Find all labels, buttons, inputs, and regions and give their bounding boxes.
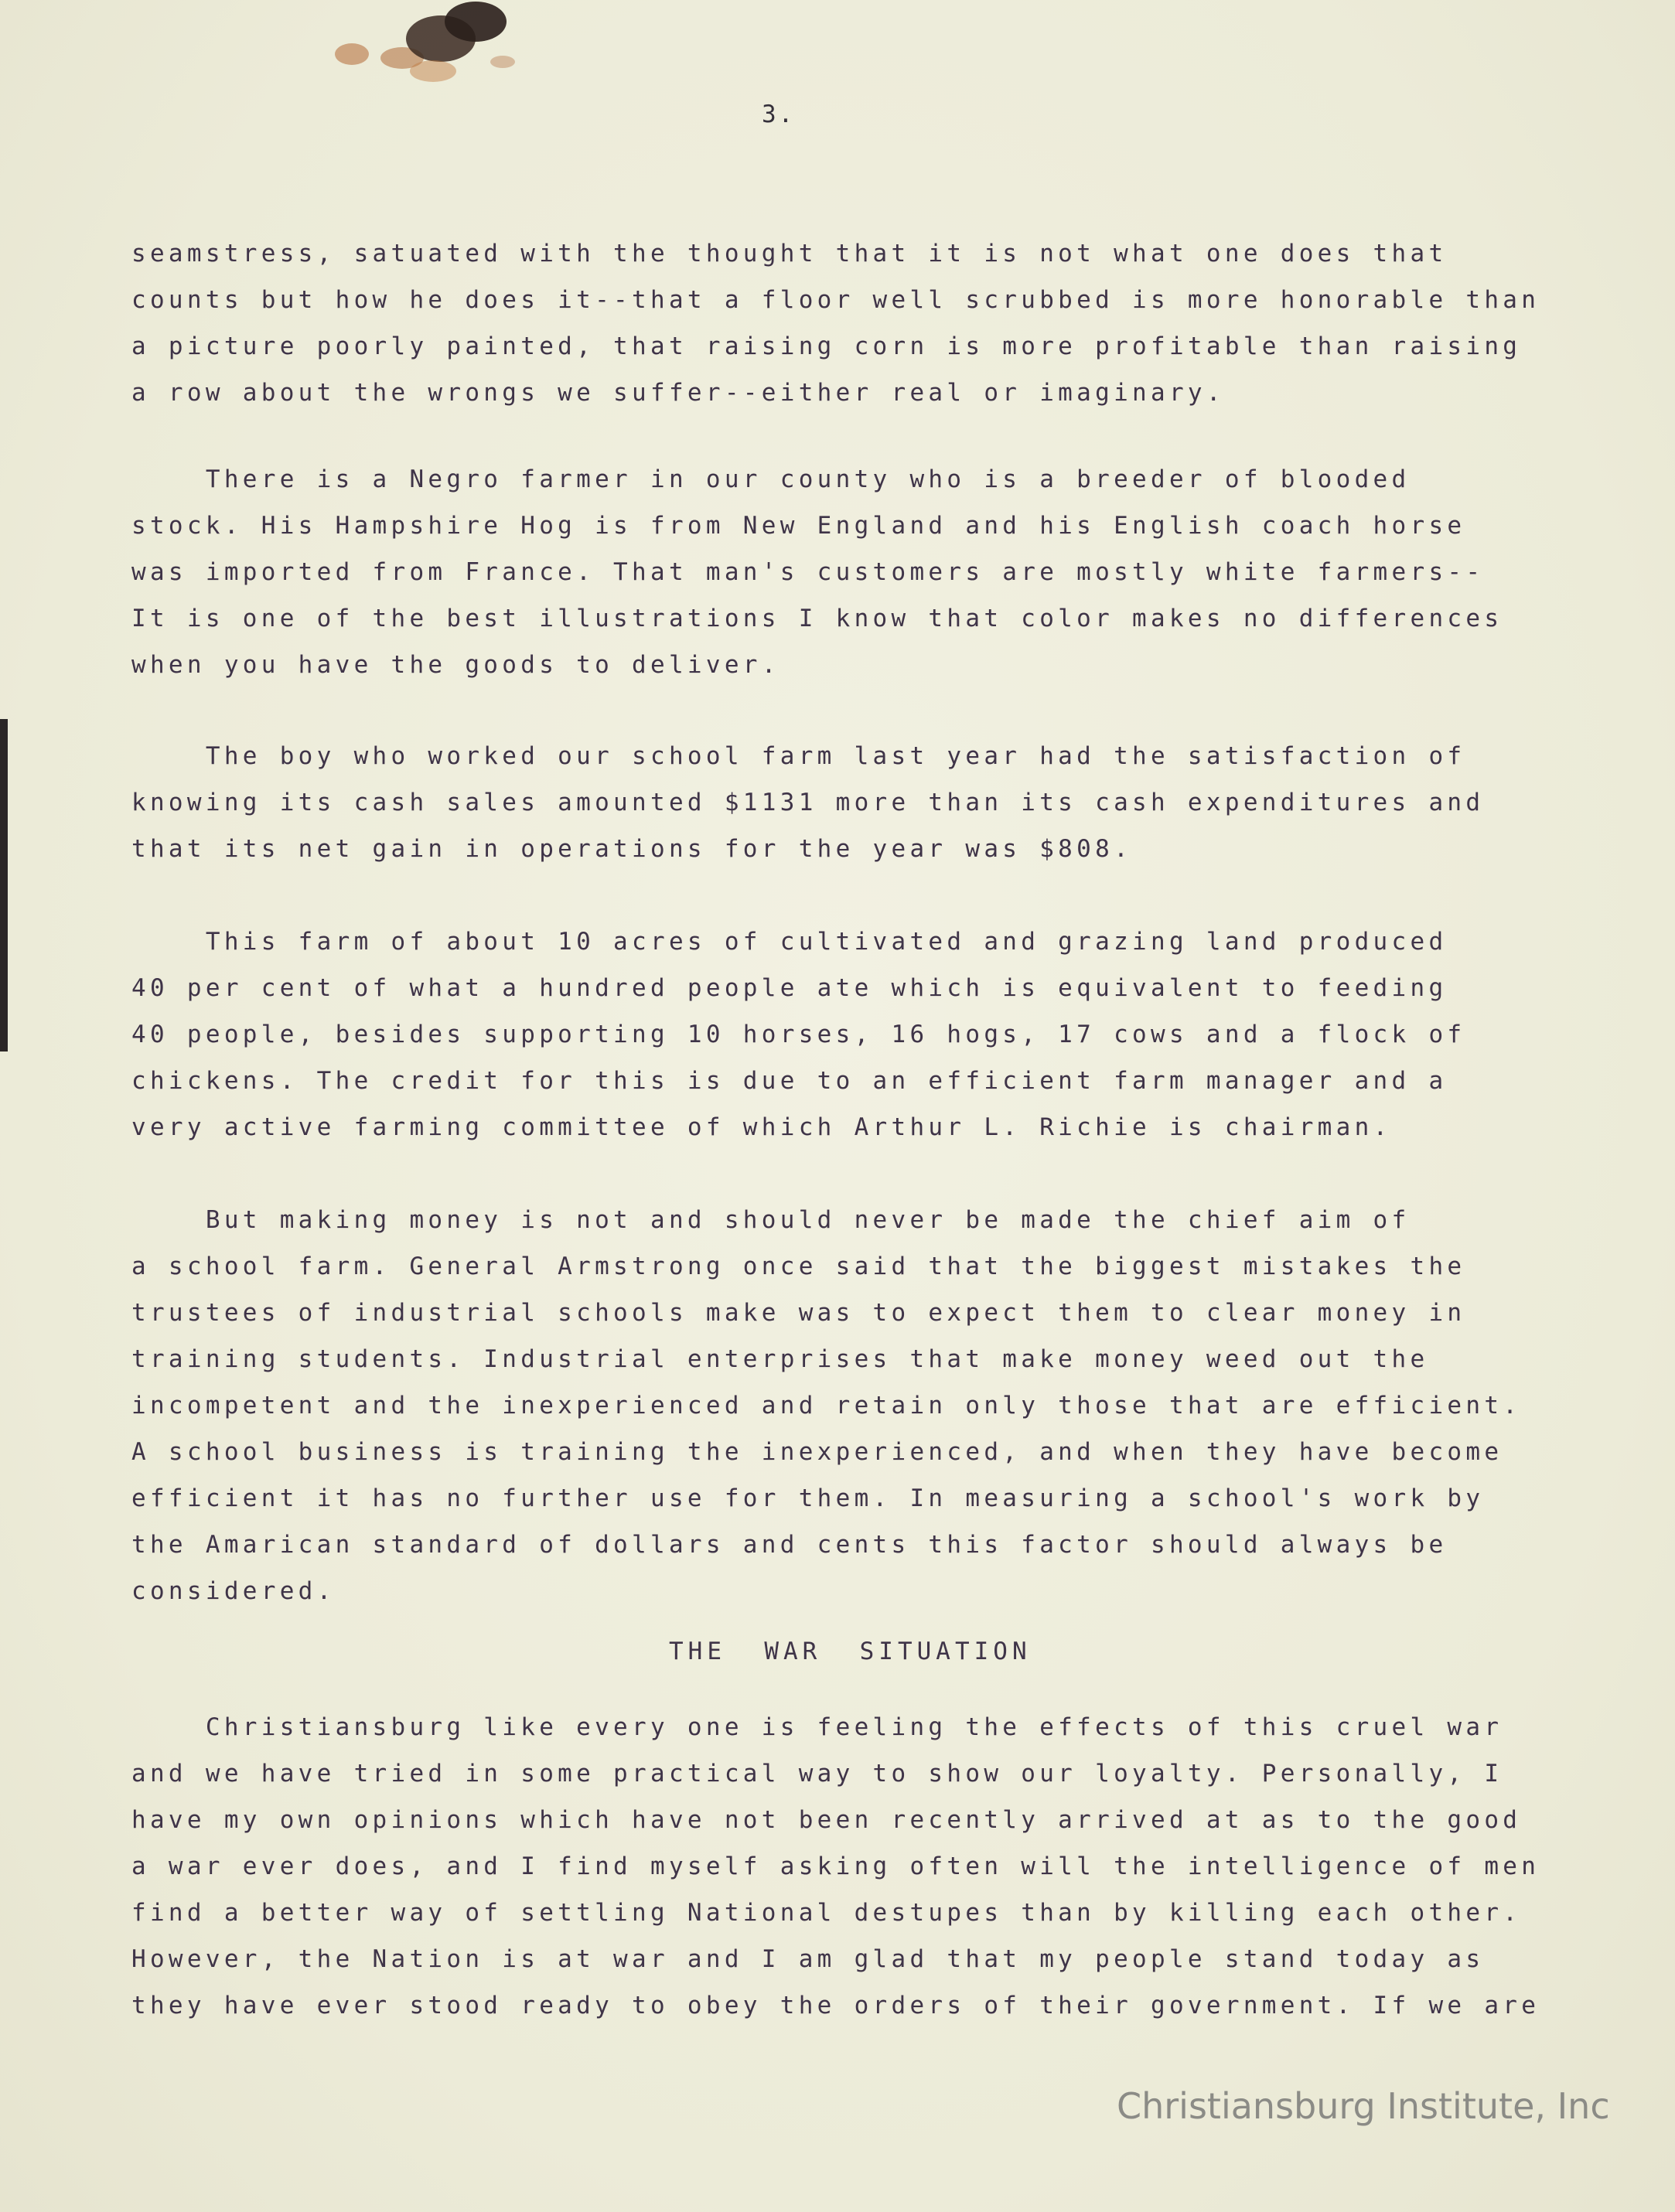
- text-line: a school farm. General Armstrong once said that the biggest mistakes the: [131, 1253, 1466, 1280]
- text-line: 40 people, besides supporting 10 horses, 16 hogs, 17 cows and a flock of: [131, 1021, 1466, 1048]
- text-line: a war ever does, and I find myself asking often will the intelligence of men: [131, 1852, 1540, 1880]
- paragraph-3: [131, 733, 1578, 872]
- text-line: very active farming committee of which Arthur L. Richie is chairman.: [131, 1113, 1392, 1141]
- text-line: that its net gain in operations for the year was $808.: [131, 835, 1133, 863]
- text-line: The boy who worked our school farm last year had the satisfaction of: [131, 742, 1466, 770]
- text-line: training students. Industrial enterprises that make money weed out the: [131, 1345, 1429, 1373]
- watermark: Christiansburg Institute, Inc: [1117, 2085, 1610, 2127]
- text-line: stock. His Hampshire Hog is from New England and his English coach horse: [131, 512, 1466, 540]
- text-line: knowing its cash sales amounted $1131 more than its cash expenditures and: [131, 789, 1485, 816]
- text-line: find a better way of settling National destupes than by killing each other.: [131, 1899, 1522, 1927]
- text-line: the Amarican standard of dollars and cents this factor should always be: [131, 1531, 1448, 1559]
- text-line: chickens. The credit for this is due to an efficient farm manager and a: [131, 1067, 1448, 1095]
- section-heading: THE WAR SITUATION: [669, 1638, 1032, 1665]
- paragraph-4: [131, 919, 1578, 1150]
- text-line: a picture poorly painted, that raising corn is more profitable than raising: [131, 332, 1522, 360]
- text-line: 40 per cent of what a hundred people ate which is equivalent to feeding: [131, 974, 1448, 1002]
- text-line: counts but how he does it--that a floor well scrubbed is more honorable than: [131, 286, 1540, 314]
- paragraph-6: [131, 1704, 1578, 2029]
- text-line: Christiansburg like every one is feeling the effects of this cruel war: [131, 1713, 1503, 1741]
- scan-edge-mark: [0, 719, 8, 1051]
- paragraph-1: [131, 230, 1578, 416]
- text-line: This farm of about 10 acres of cultivated and grazing land produced: [131, 928, 1448, 956]
- text-line: when you have the goods to deliver.: [131, 651, 780, 679]
- text-line: considered.: [131, 1577, 336, 1605]
- text-line: a row about the wrongs we suffer--either real or imaginary.: [131, 379, 1225, 407]
- text-line: But making money is not and should never be made the chief aim of: [131, 1206, 1411, 1234]
- text-line: incompetent and the inexperienced and retain only those that are efficient.: [131, 1392, 1522, 1420]
- text-line: A school business is training the inexperienced, and when they have become: [131, 1438, 1503, 1466]
- text-line: However, the Nation is at war and I am glad that my people stand today as: [131, 1945, 1485, 1973]
- text-line: It is one of the best illustrations I know that color makes no differences: [131, 605, 1503, 632]
- rust-stain: [325, 0, 534, 108]
- text-line: have my own opinions which have not been recently arrived at as to the good: [131, 1806, 1522, 1834]
- text-line: and we have tried in some practical way to show our loyalty. Personally, I: [131, 1760, 1503, 1788]
- text-line: trustees of industrial schools make was to expect them to clear money in: [131, 1299, 1466, 1327]
- text-line: seamstress, satuated with the thought that it is not what one does that: [131, 240, 1448, 268]
- text-line: they have ever stood ready to obey the orders of their government. If we are: [131, 1992, 1540, 2019]
- page-number: 3.: [762, 101, 796, 128]
- text-line: was imported from France. That man's customers are mostly white farmers--: [131, 558, 1485, 586]
- paragraph-2: [131, 456, 1578, 688]
- text-line: There is a Negro farmer in our county who is a breeder of blooded: [131, 465, 1411, 493]
- paragraph-5: [131, 1197, 1578, 1614]
- text-line: efficient it has no further use for them. In measuring a school's work by: [131, 1484, 1485, 1512]
